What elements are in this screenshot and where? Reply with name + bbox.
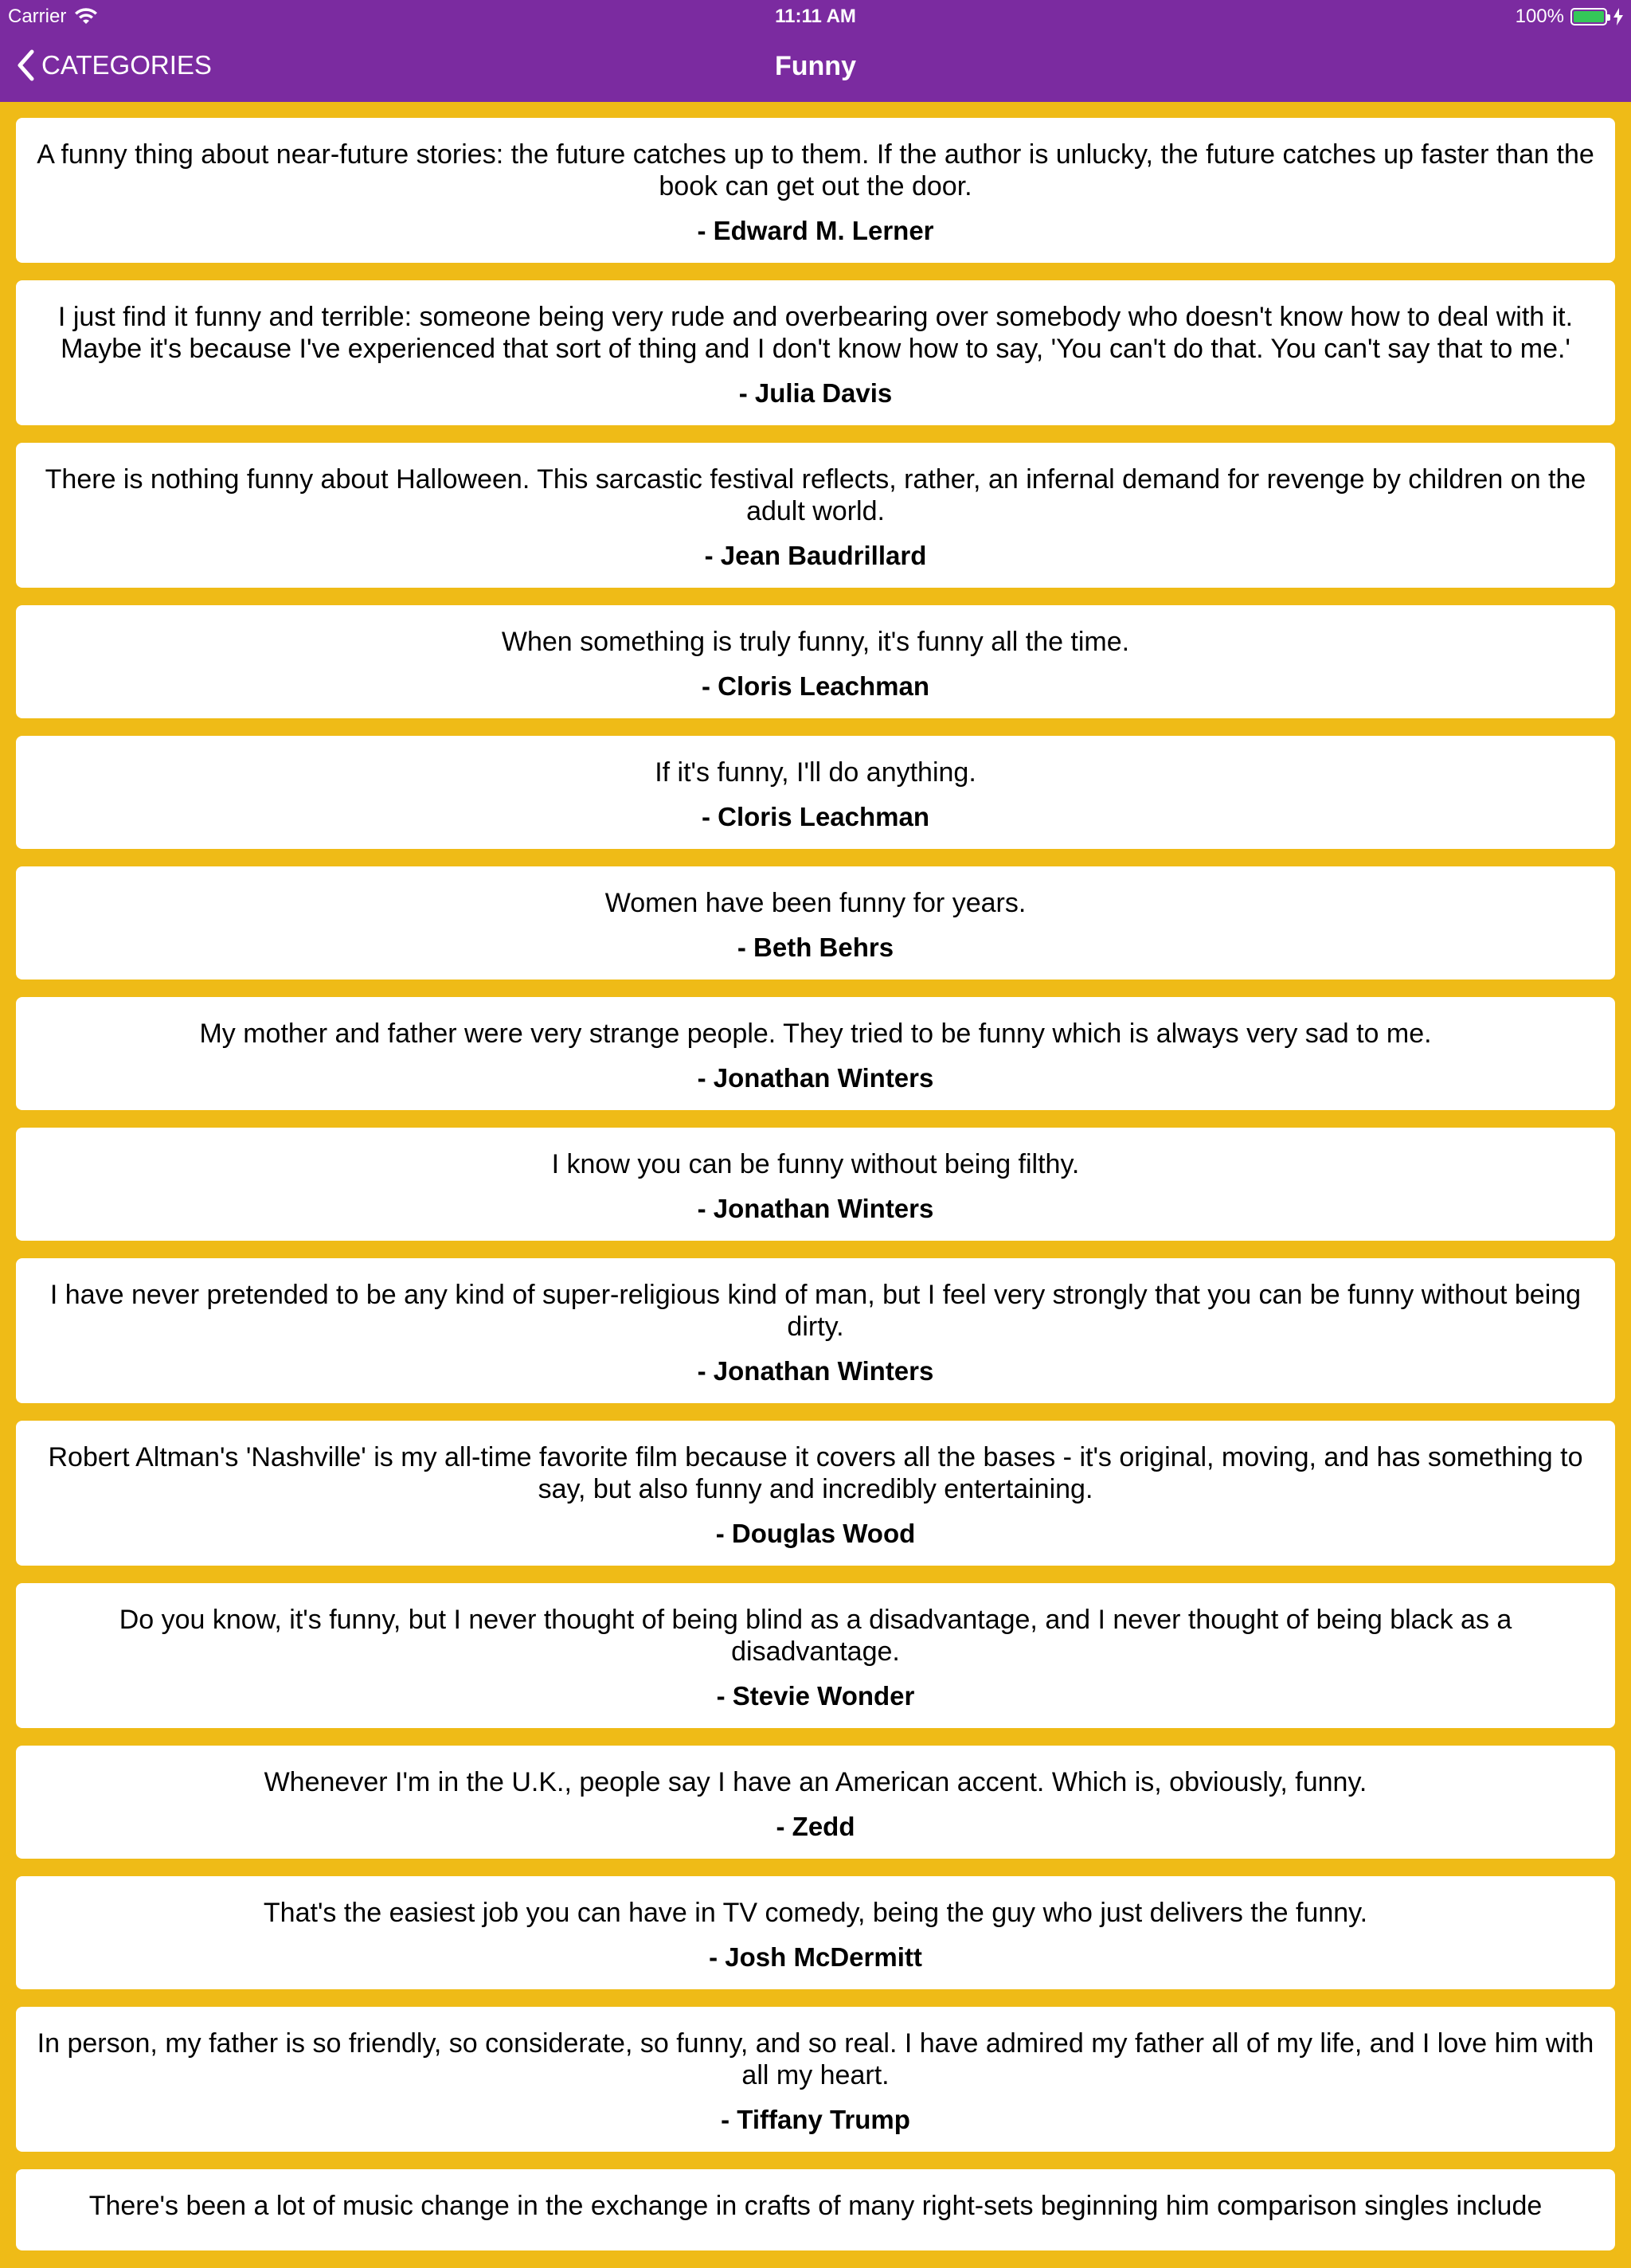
page-title: Funny (775, 51, 856, 81)
status-bar (0, 0, 1631, 32)
quote-author: - Cloris Leachman (701, 671, 930, 701)
quote-author: - Tiffany Trump (721, 2105, 910, 2134)
charging-bolt-icon (1613, 8, 1623, 25)
quote-card[interactable] (16, 605, 1615, 718)
quote-text: Robert Altman's 'Nashville' is my all-time favorite film because it covers all the bases - it's original, moving, and has something to say, but also funny and incredibly entertaining. (48, 1442, 1583, 1504)
quote-author: - Jean Baudrillard (704, 541, 927, 570)
quote-card[interactable] (16, 118, 1615, 263)
quote-text: In person, my father is so friendly, so considerate, so funny, and so real. I have admired my father all of my life, and I love him with all my heart. (37, 2028, 1594, 2090)
quote-text: A funny thing about near-future stories: the future catches up to them. If the author is unlucky, the future catches up faster than the book can get out the door. (37, 139, 1594, 201)
quote-author: - Douglas Wood (715, 1519, 916, 1548)
quote-text: There is nothing funny about Halloween. This sarcastic festival reflects, rather, an infernal demand for revenge by children on the adult world. (45, 464, 1586, 526)
quote-card[interactable] (16, 736, 1615, 849)
quote-text: Do you know, it's funny, but I never thought of being blind as a disadvantage, and I never thought of being black as a disadvantage. (119, 1605, 1512, 1667)
quote-text: I have never pretended to be any kind of super-religious kind of man, but I feel very strongly that you can be funny without being dirty. (49, 1280, 1582, 1342)
quote-author: - Josh McDermitt (709, 1942, 922, 1972)
quote-text: Whenever I'm in the U.K., people say I have an American accent. Which is, obviously, funny. (264, 1767, 1367, 1797)
back-button-label: CATEGORIES (41, 50, 212, 80)
quote-text: When something is truly funny, it's funny all the time. (501, 627, 1130, 657)
quote-text: I know you can be funny without being filthy. (551, 1149, 1080, 1179)
top-bar (0, 0, 1631, 102)
quote-card[interactable] (16, 866, 1615, 980)
quote-card[interactable] (16, 2169, 1615, 2250)
quote-card[interactable] (16, 443, 1615, 588)
quote-author: - Edward M. Lerner (697, 216, 934, 245)
clock: 11:11 AM (775, 6, 856, 27)
quote-author: - Cloris Leachman (701, 802, 930, 831)
battery-info (1516, 6, 1623, 28)
quote-card[interactable] (16, 1876, 1615, 1989)
quote-author: - Julia Davis (738, 378, 893, 408)
quote-card[interactable] (16, 1421, 1615, 1566)
quote-card[interactable] (16, 2007, 1615, 2152)
quote-author: - Zedd (776, 1812, 855, 1841)
quote-text: If it's funny, I'll do anything. (655, 757, 976, 788)
quote-card[interactable] (16, 1583, 1615, 1728)
carrier-label: Carrier (8, 6, 67, 27)
quote-author: - Jonathan Winters (697, 1194, 934, 1223)
quote-card[interactable] (16, 1746, 1615, 1859)
quote-list[interactable] (16, 118, 1615, 2268)
quote-author: - Stevie Wonder (716, 1681, 915, 1711)
quote-text: Women have been funny for years. (604, 888, 1027, 918)
battery-percent: 100% (1515, 6, 1564, 27)
quote-text: There's been a lot of music change in the exchange in crafts of many right-sets beginning him comparison singles include (88, 2191, 1543, 2221)
back-button[interactable] (16, 49, 212, 81)
quote-author: - Jonathan Winters (697, 1356, 934, 1386)
battery-level (1574, 11, 1604, 22)
quote-card[interactable] (16, 1128, 1615, 1241)
battery-icon (1570, 8, 1607, 25)
quote-card[interactable] (16, 997, 1615, 1110)
quote-text: My mother and father were very strange people. They tried to be funny which is always very sad to me. (199, 1019, 1432, 1049)
navigation-bar (0, 32, 1631, 102)
quote-text: That's the easiest job you can have in TV comedy, being the guy who just delivers the funny. (263, 1898, 1368, 1928)
quote-author: - Beth Behrs (737, 933, 894, 962)
quote-text: I just find it funny and terrible: someone being very rude and overbearing over somebody who doesn't know how to deal with it. Maybe it's because I've experienced that sort of thing and I don't know how to say, 'You can't do that. You can't say that to me.' (57, 302, 1574, 364)
quote-author: - Jonathan Winters (697, 1063, 934, 1093)
chevron-left-icon (16, 49, 35, 81)
quote-card[interactable] (16, 280, 1615, 425)
quote-card[interactable] (16, 1258, 1615, 1403)
